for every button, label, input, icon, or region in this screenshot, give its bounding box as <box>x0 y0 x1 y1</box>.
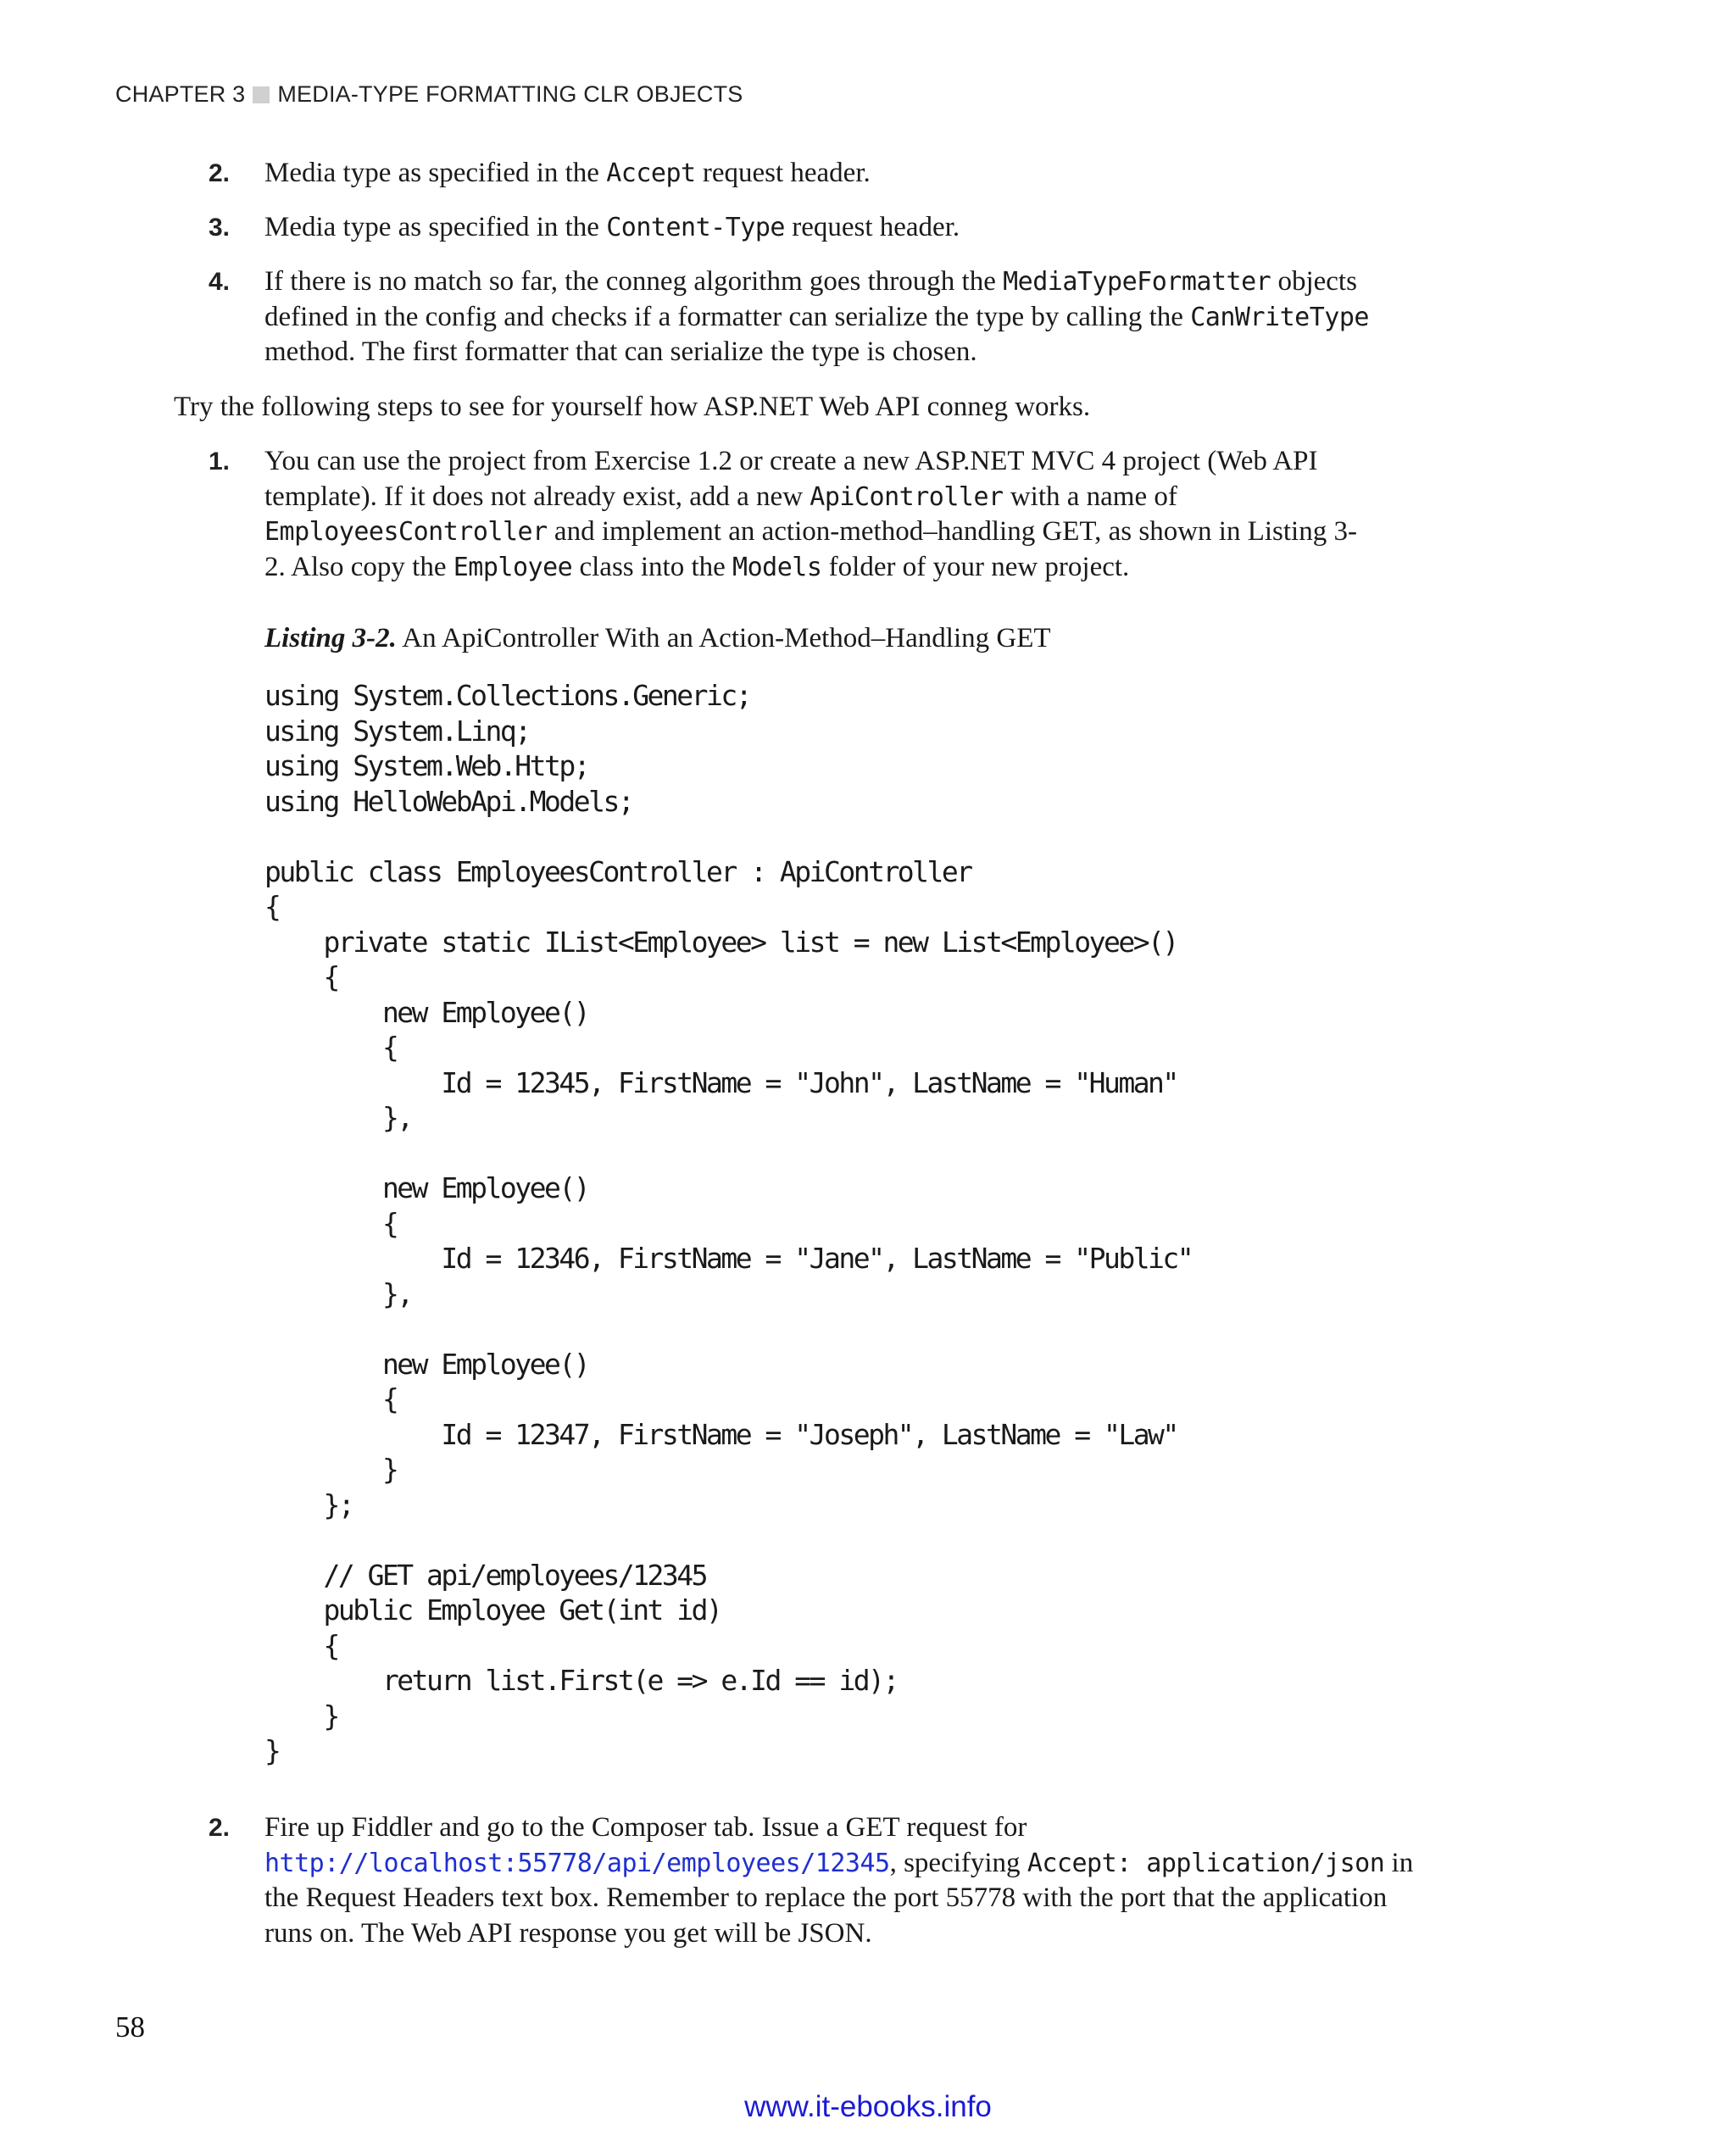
inline-code: CanWriteType <box>1190 302 1369 332</box>
footer-url-link[interactable]: www.it-ebooks.info <box>744 2090 992 2123</box>
list-text <box>264 156 1400 192</box>
text-run: in the Request Headers text box. Remember to replace the port 55778 with the port that the application runs on. The Web API response you get will be JSON. <box>264 1847 1414 1949</box>
text-run: objects defined in the config and checks if a formatter can serialize the type by calling the <box>264 266 1357 332</box>
inline-code: MediaTypeFormatter <box>1003 267 1271 297</box>
page-number: 58 <box>115 2010 145 2044</box>
text-run: request header. <box>784 212 960 242</box>
text-run: If there is no match so far, the conneg algorithm goes through the <box>264 266 1004 297</box>
step-text <box>264 444 1366 585</box>
listing-title: An ApiController With an Action-Method–Handling GET <box>402 623 1051 653</box>
text-run: folder of your new project. <box>821 551 1130 582</box>
text-run: Media type as specified in the <box>264 212 607 242</box>
list-text <box>264 210 1400 246</box>
list-number: 3. <box>209 214 231 242</box>
chapter-label: CHAPTER 3 <box>115 81 246 107</box>
text-run: , specifying <box>889 1847 1027 1878</box>
chapter-title: MEDIA-TYPE FORMATTING CLR OBJECTS <box>277 81 743 107</box>
listing-caption <box>264 621 1051 657</box>
step-number: 2. <box>209 1814 231 1842</box>
text-run: class into the <box>572 551 733 582</box>
listing-label: Listing 3-2. <box>264 623 397 653</box>
inline-code: ApiController <box>810 481 1004 512</box>
list-text <box>264 264 1400 370</box>
text-run: and implement an action-method–handling GET, as shown in Listing 3-2. Also copy the <box>264 516 1357 582</box>
step-text <box>264 1810 1417 1951</box>
intro-paragraph: Try the following steps to see for yourself how ASP.NET Web API conneg works. <box>174 392 1091 422</box>
running-header <box>115 81 743 108</box>
header-separator-square <box>253 86 270 103</box>
list-number: 2. <box>209 159 231 187</box>
inline-code: Models <box>732 552 822 582</box>
step-number: 1. <box>209 448 231 475</box>
list-number: 4. <box>209 268 231 296</box>
inline-code: Accept: application/json <box>1027 1848 1385 1878</box>
text-run: Fire up Fiddler and go to the Composer tab. Issue a GET request for <box>264 1812 1027 1843</box>
text-run: Media type as specified in the <box>264 158 607 188</box>
code-listing: using System.Collections.Generic; using System.Linq; using System.Web.Http; using HelloWebApi.Models; public class EmployeesController : ApiController { private static IList<Employee> list = new List<Employee>() { new Employee() { Id = 12345, FirstName = "John", LastName = "Human" }, new Employee() { Id = 12346, FirstName = "Jane", LastName = "Public" }, new Employee() { Id = 12347, FirstName = "Joseph", LastName = "Law" } }; // GET api/employees/12345 public Employee Get(int id) { return list.First(e => e.Id == id); } } <box>264 679 1193 1767</box>
inline-code: Accept <box>606 158 696 188</box>
inline-code: EmployeesController <box>264 517 548 547</box>
inline-code: Employee <box>453 552 573 582</box>
text-run: with a name of <box>1003 481 1177 512</box>
inline-code: Content-Type <box>606 213 785 242</box>
text-run: request header. <box>695 158 871 188</box>
text-run: method. The first formatter that can serialize the type is chosen. <box>264 336 977 367</box>
text-run: You can use the project from Exercise 1.2 or create a new ASP.NET MVC 4 project (Web API template). If it does not already exist, add a new <box>264 446 1318 512</box>
url-link[interactable]: http://localhost:55778/api/employees/12345 <box>264 1848 890 1878</box>
